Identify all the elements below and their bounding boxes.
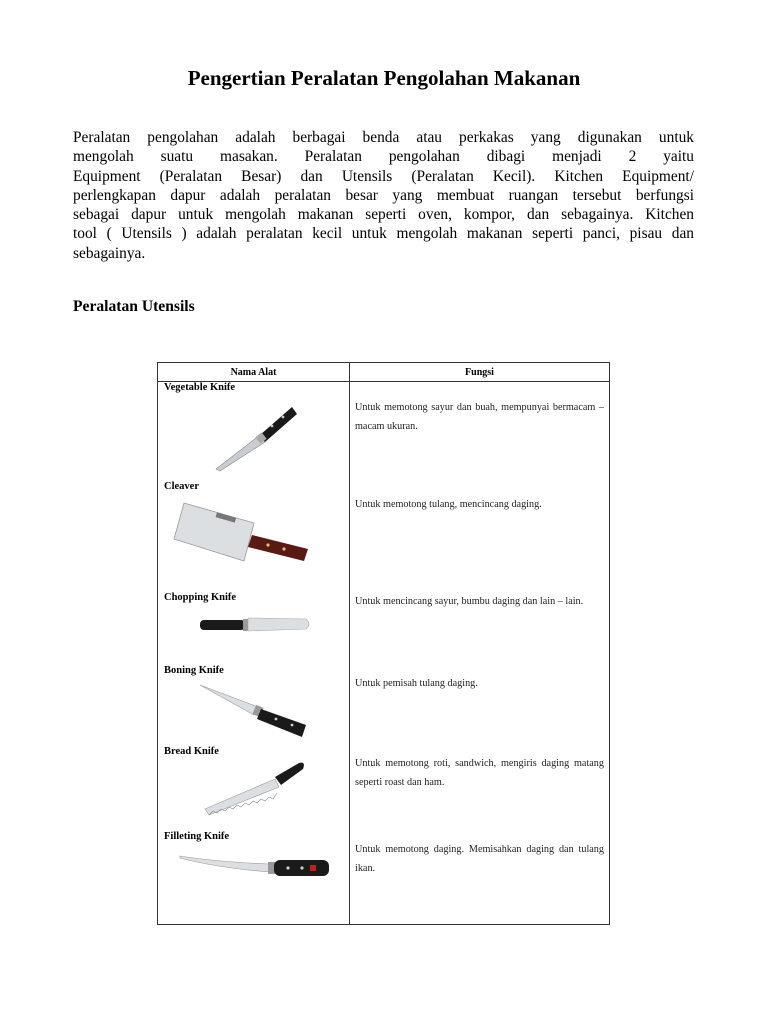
table-row [158, 671, 610, 751]
paragraph-line: sebagai dapur untuk mengolah makanan seperti oven, kompor, dan sebagainya. Kitchen [73, 206, 694, 224]
table-row [158, 382, 610, 480]
paragraph-line: mengolah suatu masakan. Peralatan pengolahan dibagi menjadi 2 yaitu [73, 148, 694, 166]
utensils-table [157, 362, 610, 925]
table-row [158, 593, 610, 671]
section-heading: Peralatan Utensils [73, 298, 195, 315]
boning-knife-icon [198, 681, 310, 739]
bread-knife-icon [203, 761, 308, 817]
document-title: Pengertian Peralatan Pengolahan Makanan [187, 66, 581, 90]
tool-function: Untuk pemisah tulang daging. [355, 678, 478, 689]
tool-function: Untuk memotong roti, sandwich, mengiris daging matang seperti roast dan ham. [355, 758, 604, 788]
tool-function: Untuk memotong daging. Memisahkan daging dan tulang ikan. [355, 844, 604, 874]
vegetable-knife-icon [208, 403, 298, 473]
table-row [158, 479, 610, 593]
chopping-knife-icon [198, 615, 313, 635]
tool-function: Untuk mencincang sayur, bumbu daging dan lain – lain. [355, 596, 584, 607]
paragraph-line: Peralatan pengolahan adalah berbagai benda atau perkakas yang digunakan untuk [73, 129, 694, 146]
tool-name: Bread Knife [164, 746, 219, 757]
header-name: Nama Alat [158, 363, 350, 382]
tool-function: Untuk memotong sayur dan buah, mempunyai bermacam – macam ukuran. [355, 402, 604, 432]
cleaver-icon [172, 501, 312, 571]
paragraph-line: sebagainya. [73, 244, 146, 262]
header-function: Fungsi [350, 363, 610, 382]
tool-function: Untuk memotong tulang, mencincang daging. [355, 499, 542, 510]
paragraph-line: tool ( Utensils ) adalah peralatan kecil untuk mengolah makanan seperti panci, pisau dan [73, 225, 694, 243]
intro-paragraph [73, 128, 694, 263]
table-row [158, 751, 610, 837]
tool-name: Boning Knife [164, 665, 224, 676]
tool-name: Cleaver [164, 481, 199, 492]
table-header-row [158, 363, 610, 382]
tool-name: Vegetable Knife [164, 382, 236, 393]
tool-name: Chopping Knife [164, 592, 237, 603]
paragraph-line: perlengkapan dapur adalah peralatan besar yang membuat ruangan tersebut berfungsi [73, 186, 694, 204]
filleting-knife-icon [178, 852, 333, 880]
paragraph-line: Equipment (Peralatan Besar) dan Utensils (Peralatan Kecil). Kitchen Equipment/ [73, 167, 694, 185]
table-row [158, 837, 610, 925]
tool-name: Filleting Knife [164, 831, 230, 842]
